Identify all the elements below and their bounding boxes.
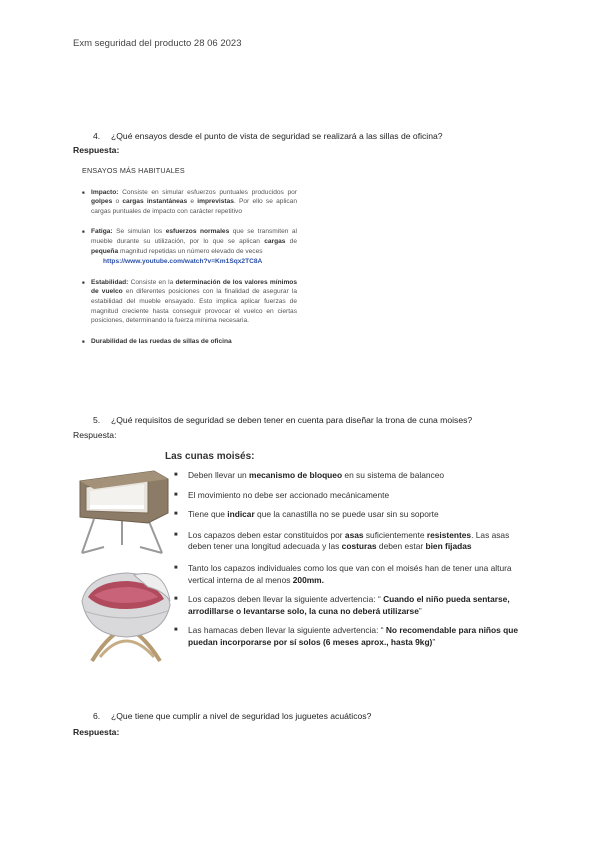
question-5-number: 5. (93, 415, 101, 425)
list-item: ■ Deben llevar un mecanismo de bloqueo en su sistema de balanceo (174, 470, 532, 482)
cradle-image (78, 565, 174, 665)
question-4 (93, 131, 443, 141)
list-item: ■ Estabilidad: Consiste en la determinación de los valores mínimos de vuelco en diferentes posiciones con la finalidad de asegurar la estabilidad del mueble ensayado. Esto implica aplicar fuerzas de magnitud creciente hasta conseguir provocar el vuelco en ciertas posiciones, determinando la fuerza mínima necesaria. (82, 278, 297, 326)
answer-5-label: Respuesta: (73, 430, 117, 440)
question-5-text: ¿Qué requisitos de seguridad se deben tener en cuenta para diseñar la trona de cuna moises? (111, 415, 473, 425)
answer-6-label: Respuesta: (73, 727, 120, 737)
question-4-text: ¿Qué ensayos desde el punto de vista de seguridad se realizará a las sillas de oficina? (111, 131, 443, 141)
list-item: ■ Las hamacas deben llevar la siguiente advertencia: “ No recomendable para niños que puedan incorporarse por sí solos (6 meses aprox., hasta 9kg)” (174, 625, 532, 648)
cradles-title: Las cunas moisés: (165, 451, 255, 462)
answer-4-label: Respuesta: (73, 145, 120, 155)
question-4-number: 4. (93, 131, 101, 141)
document-header: Exm seguridad del producto 28 06 2023 (73, 38, 242, 49)
tests-list (82, 188, 297, 347)
list-item: ■ Durabilidad de las ruedas de sillas de oficina (82, 337, 297, 347)
bassinet-image (74, 467, 172, 559)
video-link[interactable]: https://www.youtube.com/watch?v=Km1Sqx2TC8A (103, 258, 263, 266)
answer-4-content (82, 166, 297, 357)
question-5 (93, 415, 472, 425)
list-item: ■ Fatiga: Se simulan los esfuerzos normales que se transmiten al mueble durante su utilización, por lo que se aplican cargas de pequeña magnitud repetidas un número elevado de veces https://www.youtube.com/watch?v=Km1Sqx2TC8A (82, 227, 297, 266)
question-6-text: ¿Que tiene que cumplir a nivel de seguridad los juguetes acuáticos? (111, 711, 372, 721)
tests-title: ENSAYOS MÁS HABITUALES (82, 166, 185, 175)
list-item: ■ El movimiento no debe ser accionado mecánicamente (174, 490, 532, 502)
question-6 (93, 711, 371, 721)
cradles-list (174, 470, 532, 649)
list-item: ■ Tiene que indicar que la canastilla no se puede usar sin su soporte (174, 509, 532, 521)
list-item: ■ Los capazos deben llevar la siguiente advertencia: “ Cuando el niño pueda sentarse, arrodillarse o levantarse solo, la cuna no deberá utilizarse” (174, 594, 532, 617)
list-item: ■ Tanto los capazos individuales como los que van con el moisés han de tener una altura vertical interna de al menos 200mm. (174, 563, 532, 586)
question-6-number: 6. (93, 711, 101, 721)
list-item: ■ Los capazos deben estar constituidos por asas suficientemente resistentes. Las asas deben tener una longitud adecuada y las costuras deben estar bien fijadas (174, 530, 532, 553)
list-item: ■ Impacto: Consiste en simular esfuerzos puntuales producidos por golpes o cargas instantáneas e imprevistas. Por ello se aplican cargas puntuales de impacto con carácter repetitivo (82, 188, 297, 217)
